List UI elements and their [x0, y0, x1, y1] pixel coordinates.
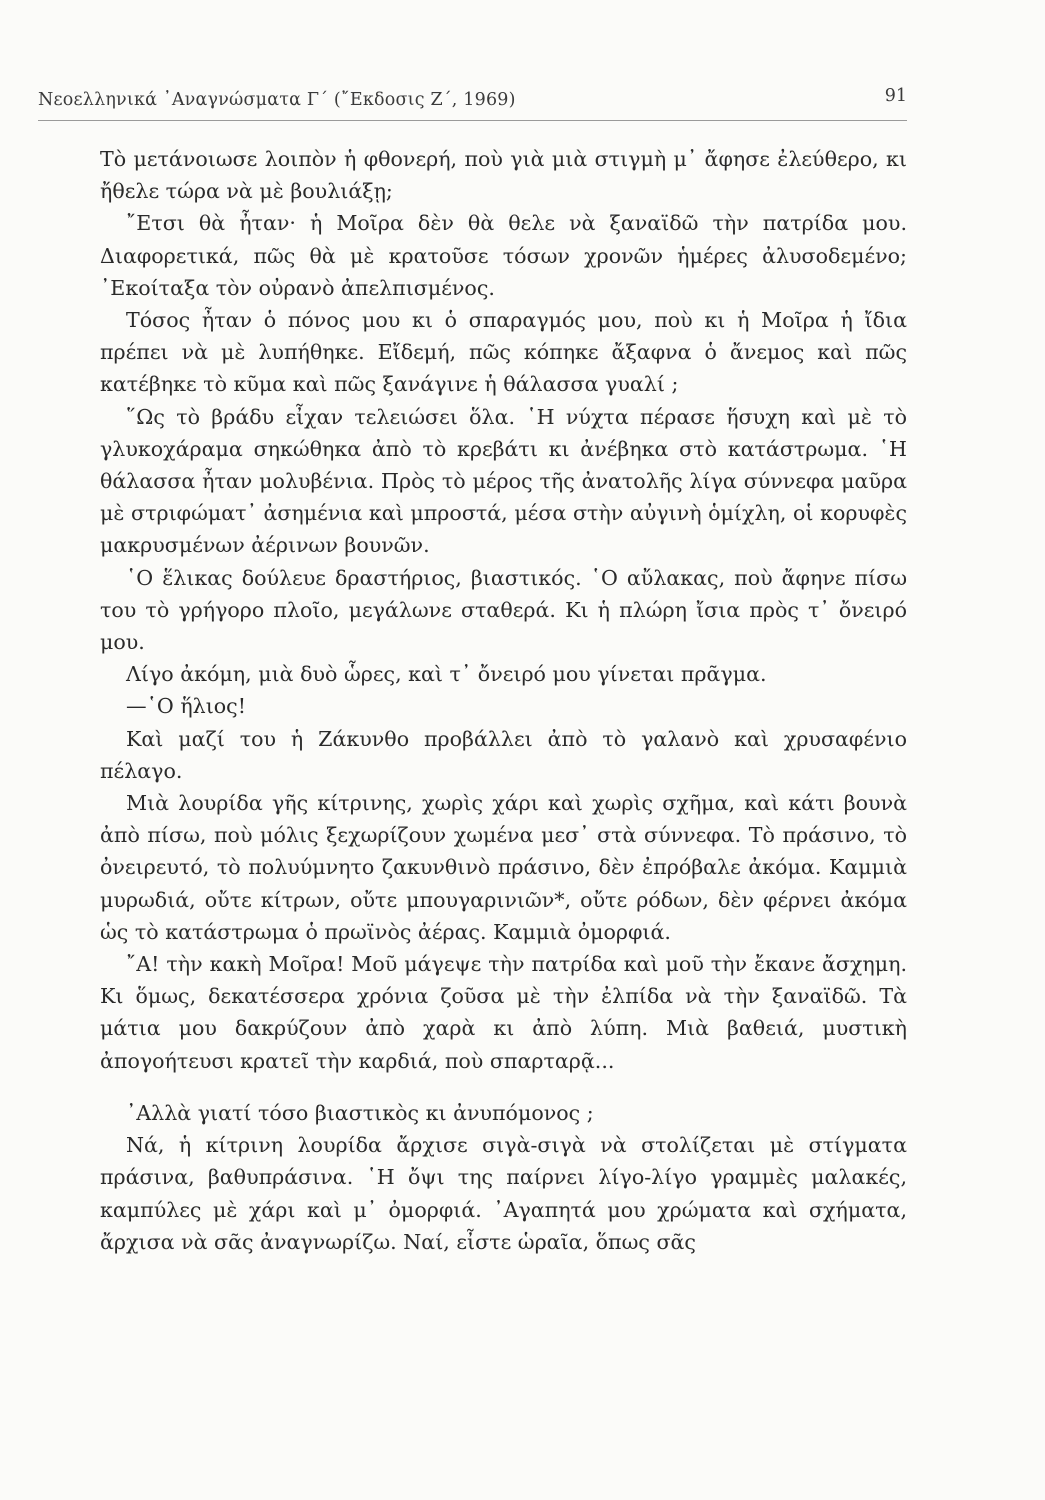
running-title: Νεοελληνικά ᾿Αναγνώσματα Γ΄ (῎Εκδοσις Ζ΄, 1969) — [38, 90, 516, 110]
paragraph: Τόσος ἦταν ὁ πόνος μου κι ὁ σπαραγμός μου, ποὺ κι ἡ Μοῖρα ἡ ἴδια πρέπει νὰ μὲ λυπήθηκε. Εἴδεμή, πῶς κόπηκε ἄξαφνα ὁ ἄνεμος καὶ πῶς κατέβηκε τὸ κῦμα καὶ πῶς ξανάγινε ἡ θάλασσα γυαλί ; — [100, 308, 907, 397]
page-number: 91 — [884, 86, 907, 106]
header-rule — [38, 120, 907, 121]
paragraph: ῾Ο ἕλικας δούλευε δραστήριος, βιαστικός. ῾Ο αὔλακας, ποὺ ἄφηνε πίσω του τὸ γρήγορο πλοῖο, μεγάλωνε σταθερά. Κι ἡ πλώρη ἴσια πρὸς τ᾿ ὄνειρό μου. — [100, 565, 907, 655]
paragraph: ῎Α! τὴν κακὴ Μοῖρα! Μοῦ μάγεψε τὴν πατρίδα καὶ μοῦ τὴν ἔκανε ἄσχημη. Κι ὅμως, δεκατέσσερα χρόνια ζοῦσα μὲ τὴν ἐλπίδα νὰ τὴν ξαναϊδῶ. Τὰ μάτια μου δακρύζουν ἀπὸ χαρὰ κι ἀπὸ λύπη. Μιὰ βαθειά, μυστικὴ ἀπογοήτευσι κρατεῖ τὴν καρδιά, ποὺ σπαρταρᾷ... — [100, 952, 907, 1073]
body-text — [100, 143, 907, 1258]
paragraph: Τὸ μετάνοιωσε λοιπὸν ἡ φθονερή, ποὺ γιὰ μιὰ στιγμὴ μ᾿ ἄφησε ἐλεύθερο, κι ἤθελε τώρα νὰ μὲ βουλιάξῃ; — [100, 147, 907, 204]
paragraph: ῎Ετσι θὰ ἦταν· ἡ Μοῖρα δὲν θὰ θελε νὰ ξαναϊδῶ τὴν πατρίδα μου. Διαφορετικά, πῶς θὰ μὲ κρατοῦσε τόσων χρονῶν ἡμέρες ἀλυσοδεμένο; ᾿Εκοίταξα τὸν οὐρανὸ ἀπελπισμένος. — [100, 211, 907, 300]
paragraph: ᾿Αλλὰ γιατί τόσο βιαστικὸς κι ἀνυπόμονος ; — [126, 1100, 594, 1125]
paragraph: Καὶ μαζί του ἡ Ζάκυνθο προβάλλει ἀπὸ τὸ γαλανὸ καὶ χρυσαφένιο πέλαγο. — [100, 726, 907, 783]
paragraph: Μιὰ λουρίδα γῆς κίτρινης, χωρὶς χάρι καὶ χωρὶς σχῆμα, καὶ κάτι βουνὰ ἀπὸ πίσω, ποὺ μόλις ξεχωρίζουν χωμένα μεσ᾿ στὰ σύννεφα. Τὸ πράσινο, τὸ ὀνειρευτό, τὸ πολυύμνητο ζακυνθινὸ πράσινο, δὲν ἐπρόβαλε ἀκόμα. Καμμιὰ μυρωδιά, οὔτε κίτρων, οὔτε μπουγαρινιῶν*, οὔτε ρόδων, δὲν φέρνει ἀκόμα ὡς τὸ κατάστρωμα ὁ πρωϊνὸς ἀέρας. Καμμιὰ ὀμορφιά. — [100, 791, 907, 944]
page-header — [38, 86, 907, 120]
paragraph: Λίγο ἀκόμη, μιὰ δυὸ ὧρες, καὶ τ᾿ ὄνειρό μου γίνεται πρᾶγμα. — [126, 662, 767, 687]
paragraph: Νά, ἡ κίτρινη λουρίδα ἄρχισε σιγὰ-σιγὰ νὰ στολίζεται μὲ στίγματα πράσινα, βαθυπράσινα. ῾Η ὄψι της παίρνει λίγο-λίγο γραμμὲς μαλακές, καμπύλες μὲ χάρι καὶ μ᾿ ὀμορφιά. ᾿Αγαπητά μου χρώματα καὶ σχήματα, ἄρχισα νὰ σᾶς ἀναγνωρίζω. Ναί, εἶστε ὡραῖα, ὅπως σᾶς — [100, 1133, 907, 1254]
paragraph: ῞Ως τὸ βράδυ εἶχαν τελειώσει ὅλα. ῾Η νύχτα πέρασε ἥσυχη καὶ μὲ τὸ γλυκοχάραμα σηκώθηκα ἀπὸ τὸ κρεβάτι κι ἀνέβηκα στὸ κατάστρωμα. ῾Η θάλασσα ἦταν μολυβένια. Πρὸς τὸ μέρος τῆς ἀνατολῆς λίγα σύννεφα μαῦρα μὲ στριφώματ᾿ ἀσημένια καὶ μπροστά, μέσα στὴν αὐγινὴ ὁμίχλη, οἱ κορυφὲς μακρυσμένων ἀέρινων βουνῶν. — [100, 404, 907, 558]
paragraph: —῾Ο ἥλιος! — [126, 694, 246, 719]
